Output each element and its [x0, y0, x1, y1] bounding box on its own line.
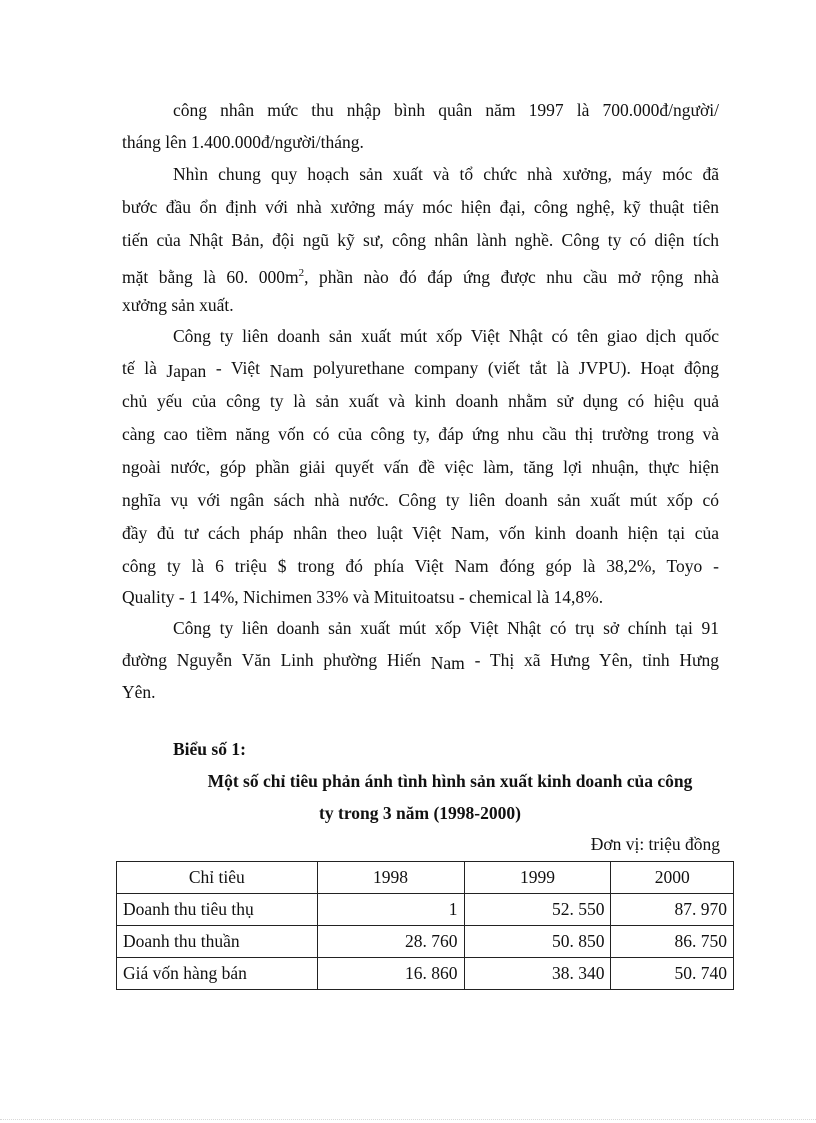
- header-year-2000: 2000: [611, 862, 734, 894]
- body-text-line: [122, 649, 719, 671]
- cell-value: 52. 550: [464, 894, 611, 926]
- body-text-line: tiến của Nhật Bản, đội ngũ kỹ sư, công nhân lành nghề. Công ty có diện tích: [122, 230, 719, 250]
- page-bottom-rule: [0, 1119, 816, 1120]
- row-label: Doanh thu thuần: [117, 926, 318, 958]
- header-indicator: Chỉ tiêu: [117, 862, 318, 894]
- cell-value: 50. 850: [464, 926, 611, 958]
- superscript: 2: [298, 267, 305, 279]
- exhibit-title: Một số chỉ tiêu phản ánh tình hình sản xuất kinh doanh của công: [207, 771, 693, 791]
- body-text-line: ngoài nước, góp phần giải quyết vấn đề việc làm, tăng lợi nhuận, thực hiện: [122, 457, 719, 477]
- cell-value: 86. 750: [611, 926, 734, 958]
- body-text-line: nghĩa vụ với ngân sách nhà nước. Công ty liên doanh sản xuất mút xốp có: [122, 490, 719, 510]
- cell-value: 38. 340: [464, 958, 611, 990]
- row-label: Giá vốn hàng bán: [117, 958, 318, 990]
- table-row: [117, 894, 734, 926]
- table-row: [117, 926, 734, 958]
- text-fragment: đường Nguyễn Văn Linh phường Hiến: [122, 650, 421, 670]
- text-fragment: , phần nào đó đáp ứng được nhu cầu mở rộng nhà: [304, 266, 719, 287]
- text-fragment: tế là: [122, 358, 157, 378]
- body-text-line: chủ yếu của công ty là sản xuất và kinh doanh nhằm sử dụng có hiệu quả: [122, 391, 719, 411]
- table-row: [117, 958, 734, 990]
- text-fragment: polyurethane company (viết tắt là JVPU). Hoạt động: [313, 358, 719, 378]
- cell-value: 16. 860: [317, 958, 464, 990]
- text-fragment: Japan: [166, 361, 207, 381]
- body-text-line: [122, 357, 719, 379]
- body-text-line: đầy đủ tư cách pháp nhân theo luật Việt Nam, vốn kinh doanh hiện tại của: [122, 523, 719, 543]
- body-text-line: Yên.: [122, 682, 156, 702]
- body-text-line: Công ty liên doanh sản xuất mút xốp Việt Nhật có trụ sở chính tại 91: [173, 618, 719, 638]
- body-text-line: Quality - 1 14%, Nichimen 33% và Mituitoatsu - chemical là 14,8%.: [122, 587, 604, 607]
- indicator-table: [116, 861, 734, 990]
- exhibit-label: Biểu số 1:: [173, 739, 246, 759]
- body-text-line: bước đầu ổn định với nhà xưởng máy móc hiện đại, công nghệ, kỹ thuật tiên: [122, 197, 719, 217]
- text-fragment: mặt bằng là 60. 000m: [122, 266, 299, 287]
- body-text-line: công nhân mức thu nhập bình quân năm 1997 là 700.000đ/người/: [173, 100, 719, 120]
- header-year-1998: 1998: [317, 862, 464, 894]
- header-year-1999: 1999: [464, 862, 611, 894]
- body-text-line: tháng lên 1.400.000đ/người/tháng.: [122, 132, 364, 152]
- body-text-line: công ty là 6 triệu $ trong đó phía Việt Nam đóng góp là 38,2%, Toyo -: [122, 556, 719, 576]
- unit-label: Đơn vị: triệu đồng: [590, 834, 720, 854]
- text-fragment: - Việt: [215, 358, 261, 378]
- text-fragment: Nam: [430, 653, 465, 673]
- row-label: Doanh thu tiêu thụ: [117, 894, 318, 926]
- cell-value: 28. 760: [317, 926, 464, 958]
- body-text-line: Công ty liên doanh sản xuất mút xốp Việt Nhật có tên giao dịch quốc: [173, 326, 719, 346]
- text-fragment: Nam: [269, 361, 304, 381]
- text-fragment: - Thị xã Hưng Yên, tỉnh Hưng: [474, 650, 720, 670]
- table-header-row: [117, 862, 734, 894]
- body-text-line: Nhìn chung quy hoạch sản xuất và tổ chức nhà xưởng, máy móc đã: [173, 164, 719, 184]
- cell-value: 1: [317, 894, 464, 926]
- cell-value: 50. 740: [611, 958, 734, 990]
- body-text-line: càng cao tiềm năng vốn có của công ty, đáp ứng nhu cầu thị trường trong và: [122, 424, 719, 444]
- body-text-line: xưởng sản xuất.: [122, 295, 234, 315]
- cell-value: 87. 970: [611, 894, 734, 926]
- body-text-line: [122, 262, 719, 288]
- exhibit-title-continued: ty trong 3 năm (1998-2000): [319, 803, 521, 823]
